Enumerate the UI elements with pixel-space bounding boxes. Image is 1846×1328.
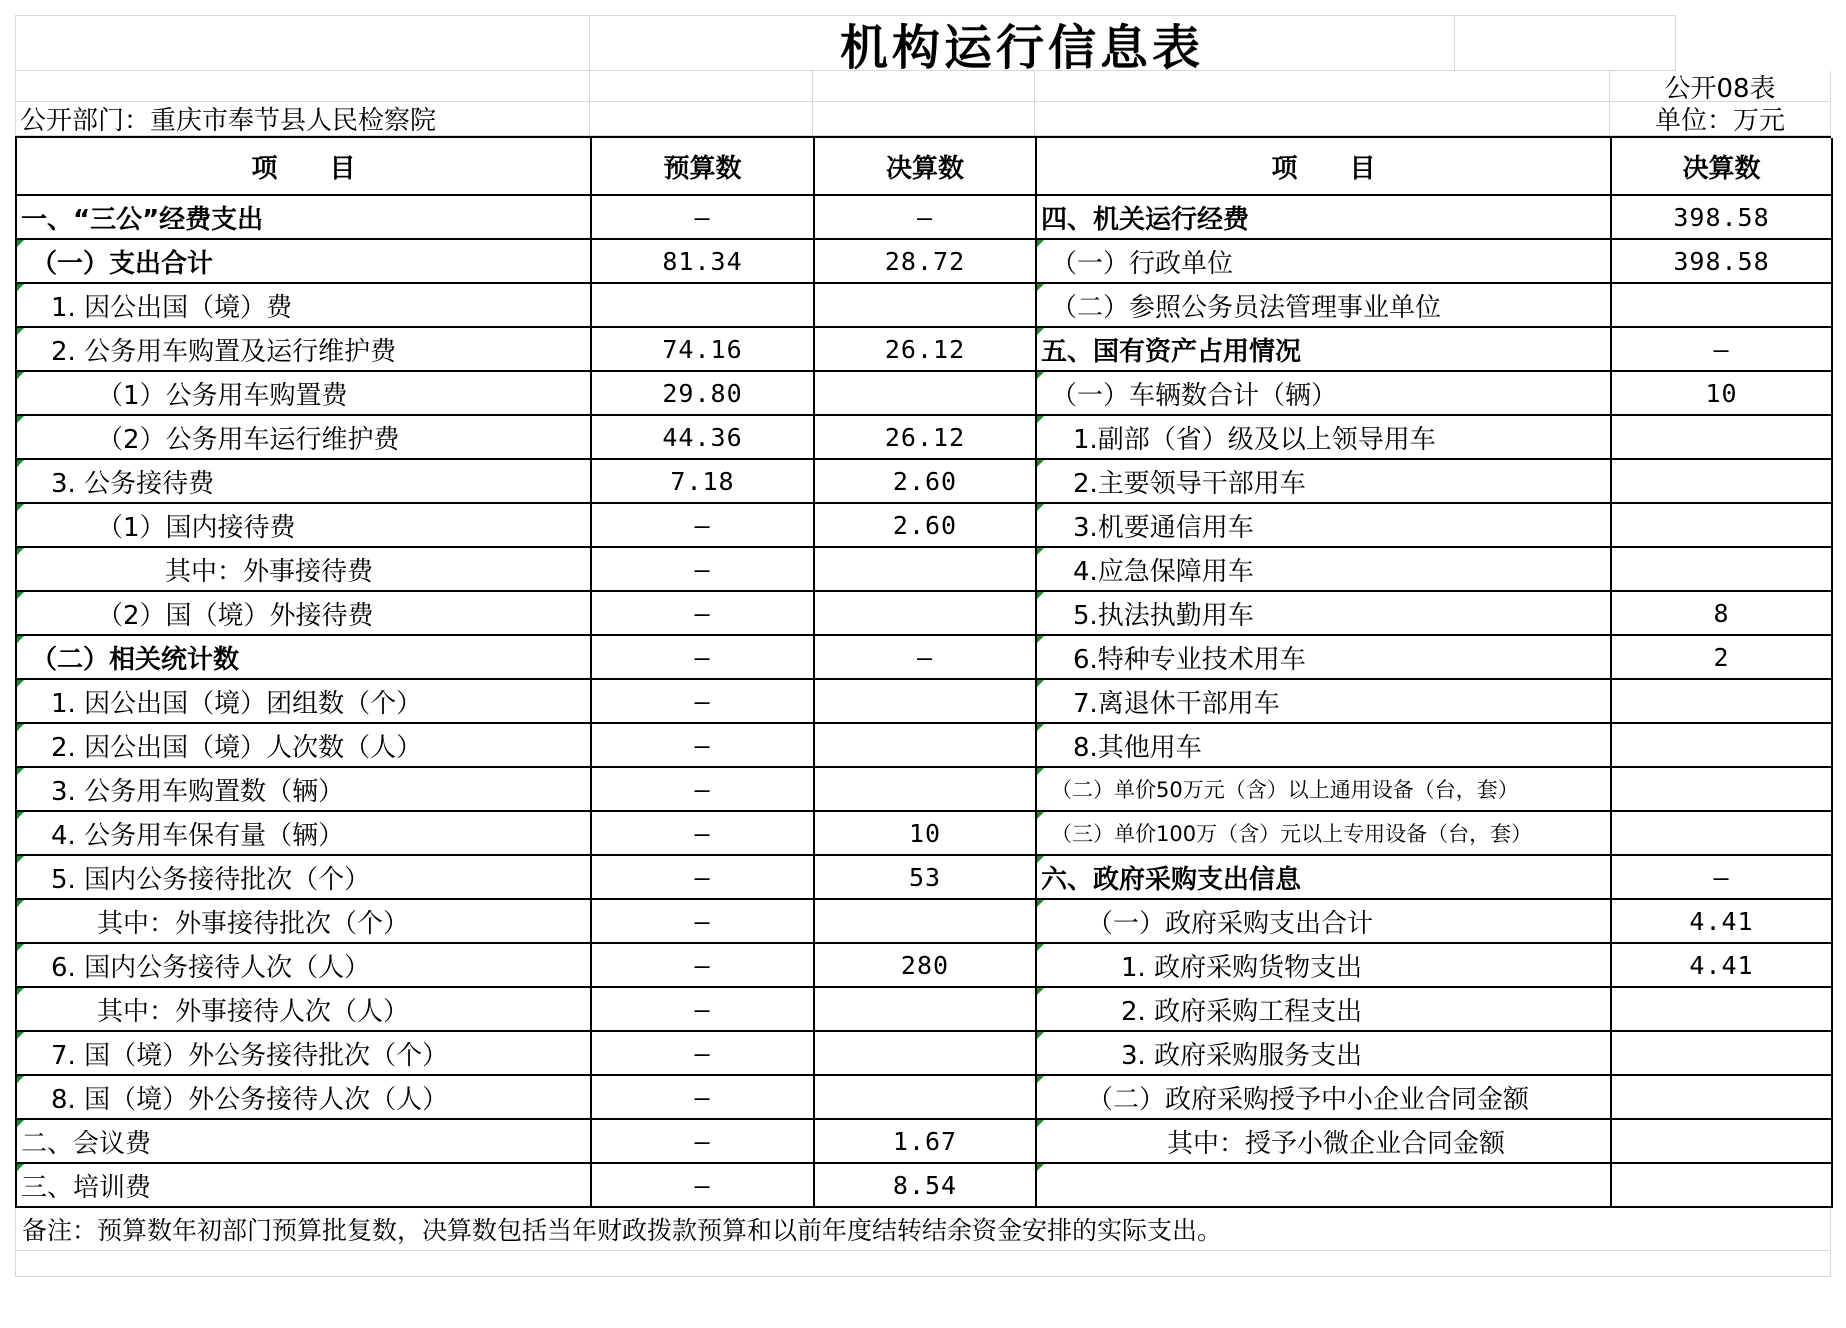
item-left-cell[interactable]: 其中：外事接待费 bbox=[17, 548, 592, 592]
table-row bbox=[17, 988, 1833, 1032]
department-label[interactable]: 公开部门：重庆市奉节县人民检察院 bbox=[15, 102, 590, 136]
budget-cell[interactable]: — bbox=[592, 988, 815, 1032]
table-row bbox=[17, 724, 1833, 768]
final-right-cell[interactable] bbox=[1612, 504, 1833, 548]
table-row bbox=[17, 548, 1833, 592]
item-right-cell[interactable]: 五、国有资产占用情况 bbox=[1037, 328, 1612, 372]
table-header-row bbox=[17, 138, 1833, 196]
table-row bbox=[17, 240, 1833, 284]
budget-cell[interactable]: — bbox=[592, 812, 815, 856]
table-row bbox=[17, 284, 1833, 328]
final-right-cell[interactable] bbox=[1612, 460, 1833, 504]
budget-cell[interactable]: — bbox=[592, 768, 815, 812]
budget-cell[interactable]: 44.36 bbox=[592, 416, 815, 460]
item-left-cell[interactable]: 三、培训费 bbox=[17, 1164, 592, 1208]
final-right-cell[interactable]: 8 bbox=[1612, 592, 1833, 636]
budget-cell[interactable]: — bbox=[592, 504, 815, 548]
budget-cell[interactable]: — bbox=[592, 680, 815, 724]
final-cell[interactable]: — bbox=[815, 636, 1037, 680]
final-right-cell[interactable] bbox=[1612, 1120, 1833, 1164]
info-table bbox=[15, 136, 1831, 1208]
final-cell[interactable] bbox=[815, 592, 1037, 636]
final-cell[interactable]: 10 bbox=[815, 812, 1037, 856]
item-left-cell[interactable]: 7. 国（境）外公务接待批次（个） bbox=[17, 1032, 592, 1076]
budget-cell[interactable]: 81.34 bbox=[592, 240, 815, 284]
item-left-cell[interactable]: 3. 公务用车购置数（辆） bbox=[17, 768, 592, 812]
budget-cell[interactable]: — bbox=[592, 548, 815, 592]
table-row bbox=[17, 1076, 1833, 1120]
final-cell[interactable]: 2.60 bbox=[815, 460, 1037, 504]
final-cell[interactable] bbox=[815, 680, 1037, 724]
unit-label[interactable]: 单位：万元 bbox=[1610, 102, 1831, 136]
final-cell[interactable]: 2.60 bbox=[815, 504, 1037, 548]
table-row bbox=[17, 636, 1833, 680]
budget-cell[interactable] bbox=[592, 284, 815, 328]
table-row bbox=[17, 1164, 1833, 1208]
final-cell[interactable]: 53 bbox=[815, 856, 1037, 900]
table-row bbox=[17, 416, 1833, 460]
final-cell[interactable]: — bbox=[815, 196, 1037, 240]
table-row bbox=[17, 592, 1833, 636]
item-right-cell[interactable]: （一）车辆数合计（辆） bbox=[1037, 372, 1612, 416]
final-cell[interactable] bbox=[815, 724, 1037, 768]
form-no-row bbox=[15, 71, 1831, 102]
item-left-cell[interactable]: 二、会议费 bbox=[17, 1120, 592, 1164]
item-left-cell[interactable]: 6. 国内公务接待人次（人） bbox=[17, 944, 592, 988]
item-right-cell[interactable]: 1. 政府采购货物支出 bbox=[1037, 944, 1612, 988]
final-cell[interactable] bbox=[815, 1032, 1037, 1076]
final-right-cell[interactable] bbox=[1612, 548, 1833, 592]
budget-cell[interactable]: — bbox=[592, 592, 815, 636]
final-right-cell[interactable]: 398.58 bbox=[1612, 196, 1833, 240]
item-right-cell[interactable]: 1.副部（省）级及以上领导用车 bbox=[1037, 416, 1612, 460]
final-right-cell[interactable] bbox=[1612, 988, 1833, 1032]
budget-cell[interactable]: — bbox=[592, 636, 815, 680]
cell[interactable] bbox=[590, 102, 813, 136]
title-cell[interactable] bbox=[590, 15, 1455, 71]
budget-cell[interactable]: — bbox=[592, 1164, 815, 1208]
budget-cell[interactable]: 7.18 bbox=[592, 460, 815, 504]
header-budget[interactable]: 预算数 bbox=[592, 138, 815, 196]
item-left-cell[interactable]: 1. 因公出国（境）费 bbox=[17, 284, 592, 328]
blank-row bbox=[15, 1251, 1831, 1277]
header-final[interactable]: 决算数 bbox=[815, 138, 1037, 196]
item-left-cell[interactable]: 一、“三公”经费支出 bbox=[17, 196, 592, 240]
table-row bbox=[17, 196, 1833, 240]
table-row bbox=[17, 1032, 1833, 1076]
header-final-right[interactable]: 决算数 bbox=[1612, 138, 1833, 196]
item-right-cell[interactable]: （一）行政单位 bbox=[1037, 240, 1612, 284]
item-right-cell[interactable]: 六、政府采购支出信息 bbox=[1037, 856, 1612, 900]
item-right-cell[interactable]: （二）参照公务员法管理事业单位 bbox=[1037, 284, 1612, 328]
item-left-cell[interactable]: 其中：外事接待人次（人） bbox=[17, 988, 592, 1032]
final-cell[interactable]: 1.67 bbox=[815, 1120, 1037, 1164]
final-cell[interactable] bbox=[815, 768, 1037, 812]
item-left-cell[interactable]: 2. 因公出国（境）人次数（人） bbox=[17, 724, 592, 768]
header-item-left[interactable]: 项 目 bbox=[17, 138, 592, 196]
form-number[interactable]: 公开08表 bbox=[1610, 71, 1831, 102]
final-cell[interactable]: 26.12 bbox=[815, 328, 1037, 372]
item-left-cell[interactable]: （一）支出合计 bbox=[17, 240, 592, 284]
item-right-cell[interactable]: 8.其他用车 bbox=[1037, 724, 1612, 768]
final-right-cell[interactable]: 4.41 bbox=[1612, 900, 1833, 944]
table-row bbox=[17, 680, 1833, 724]
item-right-cell[interactable]: 6.特种专业技术用车 bbox=[1037, 636, 1612, 680]
budget-cell[interactable]: 29.80 bbox=[592, 372, 815, 416]
budget-cell[interactable]: — bbox=[592, 1032, 815, 1076]
cell[interactable] bbox=[15, 1251, 1831, 1277]
final-right-cell[interactable] bbox=[1612, 724, 1833, 768]
final-right-cell[interactable]: 2 bbox=[1612, 636, 1833, 680]
item-right-cell[interactable]: 2.主要领导干部用车 bbox=[1037, 460, 1612, 504]
budget-cell[interactable]: — bbox=[592, 724, 815, 768]
table-row bbox=[17, 460, 1833, 504]
item-left-cell[interactable]: 1. 因公出国（境）团组数（个） bbox=[17, 680, 592, 724]
budget-cell[interactable]: — bbox=[592, 196, 815, 240]
final-right-cell[interactable] bbox=[1612, 1032, 1833, 1076]
cell[interactable] bbox=[15, 15, 590, 71]
item-right-cell[interactable]: 5.执法执勤用车 bbox=[1037, 592, 1612, 636]
note-text[interactable]: 备注：预算数年初部门预算批复数，决算数包括当年财政拨款预算和以前年度结转结余资金安排的实际支出。 bbox=[15, 1208, 1831, 1251]
final-cell[interactable]: 26.12 bbox=[815, 416, 1037, 460]
final-right-cell[interactable]: 10 bbox=[1612, 372, 1833, 416]
item-left-cell[interactable]: （2）公务用车运行维护费 bbox=[17, 416, 592, 460]
cell[interactable] bbox=[813, 71, 1035, 102]
item-left-cell[interactable]: （1）国内接待费 bbox=[17, 504, 592, 548]
cell[interactable] bbox=[15, 71, 590, 102]
final-right-cell[interactable] bbox=[1612, 768, 1833, 812]
final-right-cell[interactable]: 4.41 bbox=[1612, 944, 1833, 988]
budget-cell[interactable]: — bbox=[592, 1120, 815, 1164]
final-right-cell[interactable] bbox=[1612, 1164, 1833, 1208]
final-right-cell[interactable] bbox=[1612, 812, 1833, 856]
budget-cell[interactable]: — bbox=[592, 856, 815, 900]
page-title: 机构运行信息表 bbox=[839, 19, 1204, 71]
item-right-cell[interactable]: 2. 政府采购工程支出 bbox=[1037, 988, 1612, 1032]
budget-cell[interactable]: — bbox=[592, 900, 815, 944]
item-left-cell[interactable]: 8. 国（境）外公务接待人次（人） bbox=[17, 1076, 592, 1120]
spreadsheet bbox=[15, 15, 1831, 1277]
cell[interactable] bbox=[1455, 15, 1676, 71]
final-cell[interactable]: 28.72 bbox=[815, 240, 1037, 284]
cell[interactable] bbox=[1035, 102, 1610, 136]
final-cell[interactable] bbox=[815, 372, 1037, 416]
item-right-cell[interactable]: 3.机要通信用车 bbox=[1037, 504, 1612, 548]
item-left-cell[interactable]: 4. 公务用车保有量（辆） bbox=[17, 812, 592, 856]
final-right-cell[interactable] bbox=[1612, 1076, 1833, 1120]
budget-cell[interactable]: — bbox=[592, 944, 815, 988]
table-row bbox=[17, 504, 1833, 548]
final-right-cell[interactable]: — bbox=[1612, 856, 1833, 900]
final-right-cell[interactable]: — bbox=[1612, 328, 1833, 372]
item-right-cell[interactable]: （二）单价50万元（含）以上通用设备（台，套） bbox=[1037, 768, 1612, 812]
item-right-cell[interactable]: （二）政府采购授予中小企业合同金额 bbox=[1037, 1076, 1612, 1120]
table-row bbox=[17, 856, 1833, 900]
budget-cell[interactable]: — bbox=[592, 1076, 815, 1120]
final-cell[interactable]: 280 bbox=[815, 944, 1037, 988]
item-left-cell[interactable]: （1）公务用车购置费 bbox=[17, 372, 592, 416]
item-right-cell[interactable]: （一）政府采购支出合计 bbox=[1037, 900, 1612, 944]
final-right-cell[interactable] bbox=[1612, 284, 1833, 328]
item-right-cell[interactable]: 4.应急保障用车 bbox=[1037, 548, 1612, 592]
item-right-cell[interactable]: 四、机关运行经费 bbox=[1037, 196, 1612, 240]
note-row bbox=[15, 1208, 1831, 1251]
final-cell[interactable] bbox=[815, 284, 1037, 328]
cell[interactable] bbox=[813, 102, 1035, 136]
table-row bbox=[17, 372, 1833, 416]
cell[interactable] bbox=[1035, 71, 1610, 102]
item-left-cell[interactable]: （2）国（境）外接待费 bbox=[17, 592, 592, 636]
final-cell[interactable]: 8.54 bbox=[815, 1164, 1037, 1208]
item-left-cell[interactable]: 5. 国内公务接待批次（个） bbox=[17, 856, 592, 900]
item-right-cell[interactable]: 其中：授予小微企业合同金额 bbox=[1037, 1120, 1612, 1164]
item-right-cell[interactable] bbox=[1037, 1164, 1612, 1208]
table-row bbox=[17, 768, 1833, 812]
title-row bbox=[15, 15, 1831, 71]
table-row bbox=[17, 812, 1833, 856]
item-left-cell[interactable]: 2. 公务用车购置及运行维护费 bbox=[17, 328, 592, 372]
item-right-cell[interactable]: 7.离退休干部用车 bbox=[1037, 680, 1612, 724]
department-row bbox=[15, 102, 1831, 136]
budget-cell[interactable]: 74.16 bbox=[592, 328, 815, 372]
item-left-cell[interactable]: （二）相关统计数 bbox=[17, 636, 592, 680]
item-left-cell[interactable]: 其中：外事接待批次（个） bbox=[17, 900, 592, 944]
final-right-cell[interactable] bbox=[1612, 416, 1833, 460]
final-cell[interactable] bbox=[815, 900, 1037, 944]
item-right-cell[interactable]: （三）单价100万（含）元以上专用设备（台，套） bbox=[1037, 812, 1612, 856]
table-row bbox=[17, 328, 1833, 372]
final-cell[interactable] bbox=[815, 1076, 1037, 1120]
final-right-cell[interactable] bbox=[1612, 680, 1833, 724]
final-cell[interactable] bbox=[815, 988, 1037, 1032]
final-right-cell[interactable]: 398.58 bbox=[1612, 240, 1833, 284]
table-row bbox=[17, 944, 1833, 988]
item-right-cell[interactable]: 3. 政府采购服务支出 bbox=[1037, 1032, 1612, 1076]
table-row bbox=[17, 1120, 1833, 1164]
table-body bbox=[17, 196, 1831, 1208]
header-item-right[interactable]: 项 目 bbox=[1037, 138, 1612, 196]
table-row bbox=[17, 900, 1833, 944]
final-cell[interactable] bbox=[815, 548, 1037, 592]
item-left-cell[interactable]: 3. 公务接待费 bbox=[17, 460, 592, 504]
cell[interactable] bbox=[590, 71, 813, 102]
